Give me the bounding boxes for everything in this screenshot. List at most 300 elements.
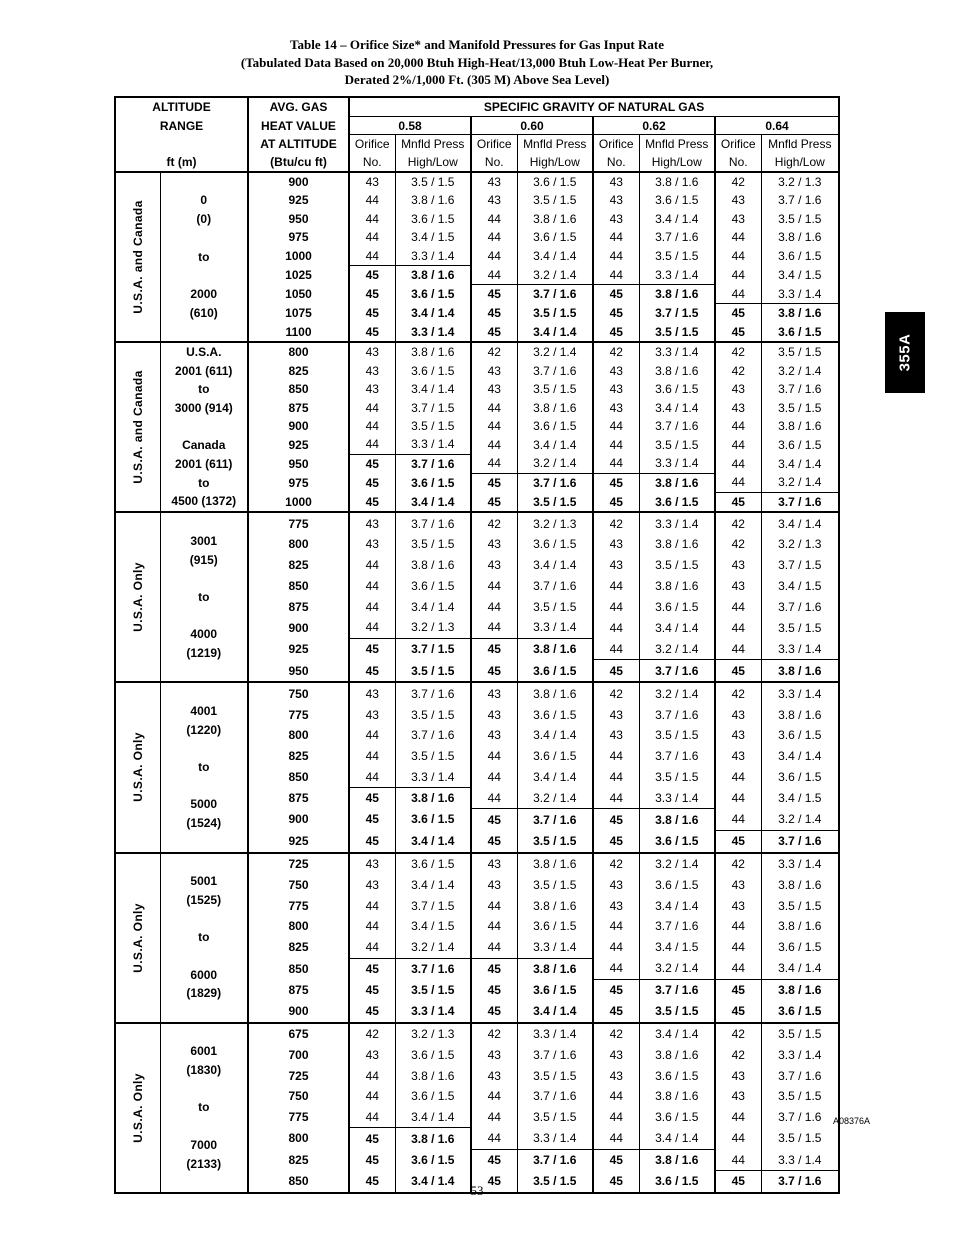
manifold-pressure-cell: 3.8 / 1.6 [395, 1128, 471, 1149]
manifold-pressure-cell: 3.7 / 1.6 [761, 830, 839, 852]
orifice-cell: 44 [349, 191, 395, 209]
table-row [115, 1023, 839, 1045]
manifold-pressure-cell: 3.8 / 1.6 [639, 473, 715, 492]
manifold-pressure-cell: 3.3 / 1.4 [778, 1152, 822, 1167]
manifold-pressure-cell: 3.5 / 1.5 [761, 1023, 839, 1045]
altitude-range-line [161, 947, 248, 966]
heat-value-cell: 825 [248, 361, 349, 379]
manifold-pressure-cell: 3.7 / 1.6 [517, 1045, 593, 1066]
altitude-range-line: U.S.A. [186, 344, 222, 359]
manifold-pressure-cell: 3.4 / 1.4 [639, 1023, 715, 1045]
orifice-cell: 42 [593, 512, 639, 534]
header-gravity-062: 0.62 [593, 116, 715, 135]
manifold-pressure-cell: 3.8 / 1.6 [517, 210, 593, 228]
orifice-cell: 44 [471, 210, 517, 228]
manifold-pressure-cell: 3.7 / 1.6 [639, 916, 715, 937]
model-side-tab [885, 312, 925, 393]
manifold-pressure-cell: 3.5 / 1.5 [639, 766, 715, 787]
manifold-pressure-cell: 3.7 / 1.6 [778, 599, 822, 614]
manifold-pressure-cell: 3.7 / 1.5 [395, 398, 471, 416]
manifold-pressure-cell: 3.8 / 1.6 [395, 1065, 471, 1086]
orifice-cell: 44 [593, 787, 639, 808]
orifice-cell: 45 [349, 473, 395, 492]
manifold-pressure-cell: 3.5 / 1.5 [639, 725, 715, 746]
region-label: U.S.A. Only [130, 902, 145, 973]
header-row-3 [115, 135, 839, 153]
heat-value-cell: 850 [248, 766, 349, 787]
manifold-pressure-cell: 3.4 / 1.4 [395, 1107, 471, 1128]
orifice-cell: 44 [349, 247, 395, 266]
manifold-pressure-cell: 3.6 / 1.5 [517, 172, 593, 191]
orifice-cell: 44 [349, 398, 395, 416]
manifold-pressure-cell: 3.5 / 1.5 [639, 322, 715, 342]
orifice-cell: 44 [715, 596, 761, 617]
heat-value-cell: 800 [248, 342, 349, 361]
heat-value-cell: 950 [248, 454, 349, 473]
heat-value-cell: 900 [248, 1001, 349, 1023]
header-altitude: ALTITUDE [115, 97, 248, 116]
manifold-pressure-cell: 3.3 / 1.4 [517, 937, 593, 958]
orifice-cell: 45 [471, 830, 517, 852]
manifold-pressure-cell: 3.5 / 1.5 [778, 898, 822, 913]
manifold-pressure-cell: 3.5 / 1.5 [395, 417, 471, 435]
manifold-pressure-cell: 3.8 / 1.6 [395, 342, 471, 361]
manifold-pressure-cell: 3.8 / 1.6 [639, 1045, 715, 1066]
manifold-pressure-cell: 3.3 / 1.4 [778, 641, 822, 656]
orifice-cell: 45 [349, 979, 395, 1000]
orifice-cell: 43 [349, 361, 395, 379]
orifice-cell: 43 [593, 555, 639, 576]
manifold-pressure-cell: 3.3 / 1.4 [395, 322, 471, 342]
manifold-pressure-cell: 3.6 / 1.5 [395, 210, 471, 228]
heat-value-cell: 925 [248, 638, 349, 659]
orifice-cell: 45 [471, 660, 517, 683]
orifice-cell: 45 [349, 266, 395, 285]
header-blank [115, 135, 248, 153]
orifice-cell: 42 [715, 172, 761, 191]
orifice-cell: 43 [715, 191, 761, 209]
heat-value-cell: 850 [248, 576, 349, 597]
orifice-cell: 44 [349, 916, 395, 937]
table-row [115, 172, 839, 191]
orifice-cell: 44 [593, 228, 639, 246]
region-label-cell [115, 342, 160, 512]
orifice-cell: 43 [349, 172, 395, 191]
manifold-pressure-cell: 3.6 / 1.5 [778, 728, 822, 743]
manifold-pressure-cell: 3.7 / 1.6 [778, 1110, 822, 1125]
manifold-pressure-cell: 3.6 / 1.5 [517, 417, 593, 435]
orifice-cell: 44 [471, 247, 517, 266]
manifold-pressure-cell: 3.4 / 1.4 [639, 895, 715, 916]
orifice-cell: 43 [715, 380, 761, 398]
altitude-range-line [161, 663, 248, 682]
header-orifice: Orifice [349, 135, 395, 153]
orifice-cell: 44 [349, 417, 395, 435]
orifice-cell: 43 [593, 874, 639, 895]
altitude-range-line: 5000 [190, 797, 218, 812]
orifice-cell: 44 [593, 1107, 639, 1128]
orifice-cell: 42 [471, 1023, 517, 1045]
altitude-range-line: to [198, 475, 210, 490]
manifold-pressure-cell: 3.8 / 1.6 [639, 172, 715, 191]
altitude-range-line: 5001 [190, 874, 218, 889]
orifice-cell: 45 [349, 809, 395, 830]
orifice-cell: 42 [593, 682, 639, 704]
manifold-pressure-cell: 3.3 / 1.4 [639, 454, 715, 473]
manifold-pressure-cell: 3.6 / 1.5 [778, 437, 822, 452]
altitude-range-line: 6000 [190, 967, 218, 982]
orifice-cell: 45 [349, 660, 395, 683]
manifold-pressure-cell: 3.5 / 1.5 [639, 435, 715, 454]
orifice-cell: 45 [349, 454, 395, 473]
manifold-pressure-cell: 3.7 / 1.5 [639, 303, 715, 322]
altitude-range-cell [160, 172, 248, 342]
manifold-pressure-cell: 3.6 / 1.5 [395, 361, 471, 379]
header-ft-m: ft (m) [115, 153, 248, 172]
manifold-pressure-cell: 3.7 / 1.6 [778, 1068, 822, 1083]
orifice-cell: 45 [715, 322, 761, 342]
orifice-cell: 43 [471, 725, 517, 746]
manifold-pressure-cell: 3.8 / 1.6 [639, 1086, 715, 1107]
manifold-pressure-cell: 3.4 / 1.5 [639, 937, 715, 958]
orifice-cell: 45 [715, 1001, 761, 1023]
orifice-cell: 44 [471, 1086, 517, 1107]
region-label: U.S.A. Only [130, 562, 145, 633]
orifice-cell: 43 [593, 398, 639, 416]
heat-value-cell: 1100 [248, 322, 349, 342]
heat-value-cell: 825 [248, 1149, 349, 1170]
orifice-cell: 45 [593, 284, 639, 303]
manifold-pressure-cell: 3.5 / 1.5 [517, 191, 593, 209]
header-at-altitude: AT ALTITUDE [248, 135, 349, 153]
altitude-range-line: to [198, 382, 210, 397]
altitude-range-cell [160, 342, 248, 512]
manifold-pressure-cell: 3.5 / 1.5 [517, 380, 593, 398]
manifold-pressure-cell: 3.4 / 1.4 [395, 830, 471, 852]
orifice-cell: 44 [471, 417, 517, 435]
manifold-pressure-cell: 3.2 / 1.4 [778, 363, 822, 378]
manifold-pressure-cell: 3.5 / 1.5 [778, 400, 822, 415]
orifice-cell: 43 [593, 704, 639, 725]
heat-value-cell: 1025 [248, 266, 349, 285]
region-label: U.S.A. Only [130, 1072, 145, 1143]
orifice-cell: 42 [715, 534, 761, 555]
header-mnfld: Mnfld Press [395, 135, 471, 153]
header-highlow: High/Low [639, 153, 715, 172]
title-line-2: (Tabulated Data Based on 20,000 Btuh High‑Heat/13,000 Btuh Low‑Heat Per Burner, [240, 54, 714, 70]
manifold-pressure-cell: 3.2 / 1.4 [517, 342, 593, 361]
orifice-cell: 44 [593, 916, 639, 937]
altitude-range-line: 0 [200, 193, 208, 208]
altitude-range-line: (0) [196, 212, 212, 227]
manifold-pressure-cell: 3.4 / 1.4 [395, 874, 471, 895]
manifold-pressure-cell: 3.4 / 1.5 [778, 267, 822, 282]
manifold-pressure-cell: 3.3 / 1.4 [639, 512, 715, 534]
orifice-cell: 44 [349, 1086, 395, 1107]
altitude-range-line: (1830) [186, 1063, 222, 1078]
orifice-cell: 44 [349, 937, 395, 958]
orifice-cell: 44 [715, 228, 761, 246]
manifold-pressure-cell: 3.4 / 1.4 [517, 555, 593, 576]
orifice-cell: 43 [349, 342, 395, 361]
manifold-pressure-cell: 3.4 / 1.4 [517, 725, 593, 746]
region-label-cell [115, 1023, 160, 1193]
table-row [115, 342, 839, 361]
orifice-cell: 45 [715, 1170, 761, 1192]
orifice-cell: 43 [715, 1065, 761, 1086]
orifice-cell: 44 [593, 1128, 639, 1149]
orifice-cell: 44 [471, 1128, 517, 1149]
manifold-pressure-cell: 3.6 / 1.5 [517, 534, 593, 555]
orifice-cell: 43 [471, 1065, 517, 1086]
manifold-pressure-cell: 3.7 / 1.6 [778, 193, 822, 208]
header-highlow: High/Low [395, 153, 471, 172]
manifold-pressure-cell: 3.6 / 1.5 [395, 1045, 471, 1066]
manifold-pressure-cell: 3.4 / 1.4 [517, 766, 593, 787]
manifold-pressure-cell: 3.5 / 1.5 [778, 620, 822, 635]
orifice-cell: 44 [593, 958, 639, 979]
altitude-range-line: 7000 [190, 1137, 218, 1152]
heat-value-cell: 875 [248, 787, 349, 808]
orifice-cell: 43 [471, 874, 517, 895]
manifold-pressure-cell: 3.8 / 1.6 [517, 853, 593, 875]
manifold-pressure-cell: 3.6 / 1.5 [517, 660, 593, 683]
heat-value-cell: 750 [248, 682, 349, 704]
manifold-pressure-cell: 3.6 / 1.5 [639, 830, 715, 852]
orifice-cell: 44 [471, 454, 517, 473]
orifice-cell: 44 [715, 247, 761, 266]
header-range: RANGE [115, 116, 248, 135]
manifold-pressure-cell: 3.7 / 1.6 [395, 958, 471, 979]
manifold-pressure-cell: 3.8 / 1.6 [778, 919, 822, 934]
manifold-pressure-cell: 3.6 / 1.5 [639, 1170, 715, 1192]
manifold-pressure-cell: 3.6 / 1.5 [639, 492, 715, 512]
manifold-pressure-cell: 3.6 / 1.5 [517, 228, 593, 246]
orifice-cell: 43 [471, 555, 517, 576]
header-row-4 [115, 153, 839, 172]
manifold-pressure-cell: 3.4 / 1.5 [778, 791, 822, 806]
orifice-cell: 44 [715, 766, 761, 787]
header-orifice: Orifice [593, 135, 639, 153]
manifold-pressure-cell: 3.3 / 1.4 [395, 1001, 471, 1023]
altitude-range-line [161, 1080, 248, 1099]
orifice-cell: 45 [593, 473, 639, 492]
region-label: U.S.A. Only [130, 732, 145, 803]
orifice-cell: 44 [715, 473, 761, 492]
manifold-pressure-cell: 3.8 / 1.6 [517, 895, 593, 916]
manifold-pressure-cell: 3.6 / 1.5 [639, 191, 715, 209]
heat-value-cell: 1075 [248, 303, 349, 322]
manifold-pressure-cell: 3.5 / 1.5 [395, 704, 471, 725]
altitude-range-line [161, 683, 248, 702]
manifold-pressure-cell: 3.7 / 1.5 [395, 895, 471, 916]
manifold-pressure-cell: 3.6 / 1.5 [395, 853, 471, 875]
heat-value-cell: 775 [248, 704, 349, 725]
orifice-cell: 44 [349, 596, 395, 617]
model-side-tab-label: 355A [896, 333, 914, 372]
manifold-pressure-cell: 3.3 / 1.4 [517, 617, 593, 638]
orifice-cell: 43 [715, 746, 761, 767]
figure-code: A08376A [832, 1116, 870, 1126]
heat-value-cell: 675 [248, 1023, 349, 1045]
altitude-range-line: (1829) [186, 986, 222, 1001]
altitude-range-line [161, 910, 248, 929]
manifold-pressure-cell: 3.2 / 1.4 [778, 812, 822, 827]
region-label: U.S.A. and Canada [130, 200, 145, 314]
table-row [115, 512, 839, 534]
header-btu: (Btu/cu ft) [248, 153, 349, 172]
header-avg-gas: AVG. GAS [248, 97, 349, 116]
manifold-pressure-cell: 3.8 / 1.6 [639, 534, 715, 555]
manifold-pressure-cell: 3.4 / 1.4 [778, 456, 822, 471]
header-orifice: Orifice [471, 135, 517, 153]
orifice-cell: 43 [349, 512, 395, 534]
manifold-pressure-cell: 3.4 / 1.5 [395, 916, 471, 937]
manifold-pressure-cell: 3.6 / 1.5 [778, 1004, 822, 1019]
heat-value-cell: 900 [248, 809, 349, 830]
orifice-cell: 44 [349, 210, 395, 228]
heat-value-cell: 725 [248, 1065, 349, 1086]
orifice-cell: 44 [715, 787, 761, 808]
heat-value-cell: 775 [248, 512, 349, 534]
header-no: No. [349, 153, 395, 172]
orifice-cell: 43 [349, 853, 395, 875]
manifold-pressure-cell: 3.8 / 1.6 [761, 660, 839, 683]
orifice-pressure-table [114, 96, 840, 1194]
orifice-cell: 44 [593, 435, 639, 454]
manifold-pressure-cell: 3.7 / 1.6 [639, 704, 715, 725]
heat-value-cell: 900 [248, 617, 349, 638]
orifice-cell: 45 [349, 1128, 395, 1149]
orifice-cell: 44 [593, 247, 639, 266]
orifice-cell: 43 [593, 380, 639, 398]
orifice-cell: 43 [593, 361, 639, 379]
manifold-pressure-cell: 3.7 / 1.6 [639, 660, 715, 683]
orifice-cell: 44 [349, 435, 395, 454]
manifold-pressure-cell: 3.7 / 1.6 [778, 382, 822, 397]
altitude-range-line: 4500 (1372) [171, 494, 237, 509]
orifice-cell: 42 [349, 1023, 395, 1045]
manifold-pressure-cell: 3.6 / 1.5 [517, 746, 593, 767]
altitude-range-line: 4000 [190, 627, 218, 642]
orifice-cell: 43 [715, 874, 761, 895]
orifice-cell: 43 [471, 191, 517, 209]
manifold-pressure-cell: 3.5 / 1.5 [517, 1107, 593, 1128]
orifice-cell: 44 [349, 228, 395, 246]
manifold-pressure-cell: 3.6 / 1.5 [639, 874, 715, 895]
table-row [115, 682, 839, 704]
manifold-pressure-cell: 3.2 / 1.4 [639, 682, 715, 704]
altitude-range-line: 4001 [190, 704, 218, 718]
heat-value-cell: 800 [248, 1128, 349, 1149]
orifice-cell: 43 [471, 361, 517, 379]
altitude-range-line: (1525) [186, 892, 222, 907]
manifold-pressure-cell: 3.3 / 1.4 [639, 266, 715, 285]
region-label-cell [115, 172, 160, 342]
manifold-pressure-cell: 3.5 / 1.5 [517, 596, 593, 617]
manifold-pressure-cell: 3.6 / 1.5 [778, 324, 822, 339]
orifice-cell: 45 [593, 830, 639, 852]
manifold-pressure-cell: 3.4 / 1.4 [395, 303, 471, 322]
orifice-cell: 45 [715, 492, 761, 512]
manifold-pressure-cell: 3.6 / 1.5 [639, 380, 715, 398]
manifold-pressure-cell: 3.3 / 1.4 [639, 787, 715, 808]
orifice-cell: 44 [471, 937, 517, 958]
altitude-range-line: (1524) [186, 816, 222, 831]
manifold-pressure-cell: 3.2 / 1.3 [761, 172, 839, 191]
manifold-pressure-cell: 3.5 / 1.5 [778, 1131, 822, 1146]
manifold-pressure-cell: 3.5 / 1.5 [778, 1089, 822, 1104]
orifice-cell: 44 [593, 766, 639, 787]
orifice-cell: 43 [593, 210, 639, 228]
orifice-cell: 44 [471, 617, 517, 638]
heat-value-cell: 800 [248, 916, 349, 937]
heat-value-cell: 700 [248, 1045, 349, 1066]
manifold-pressure-cell: 3.3 / 1.4 [778, 286, 822, 301]
heat-value-cell: 925 [248, 435, 349, 454]
orifice-cell: 45 [715, 979, 761, 1000]
orifice-cell: 45 [349, 830, 395, 852]
manifold-pressure-cell: 3.4 / 1.4 [778, 961, 822, 976]
manifold-pressure-cell: 3.5 / 1.5 [517, 1170, 593, 1192]
orifice-cell: 44 [593, 638, 639, 659]
manifold-pressure-cell: 3.5 / 1.5 [517, 874, 593, 895]
orifice-cell: 44 [593, 746, 639, 767]
orifice-cell: 45 [471, 979, 517, 1000]
orifice-cell: 45 [471, 303, 517, 322]
orifice-cell: 44 [471, 916, 517, 937]
manifold-pressure-cell: 3.3 / 1.4 [517, 1023, 593, 1045]
orifice-cell: 43 [471, 704, 517, 725]
manifold-pressure-cell: 3.8 / 1.6 [639, 576, 715, 597]
manifold-pressure-cell: 3.4 / 1.4 [517, 322, 593, 342]
orifice-cell: 44 [715, 638, 761, 659]
manifold-pressure-cell: 3.2 / 1.4 [517, 454, 593, 473]
orifice-cell: 44 [471, 787, 517, 808]
heat-value-cell: 825 [248, 937, 349, 958]
orifice-cell: 43 [593, 534, 639, 555]
manifold-pressure-cell: 3.7 / 1.6 [517, 1149, 593, 1170]
orifice-cell: 44 [471, 766, 517, 787]
orifice-cell: 44 [349, 746, 395, 767]
manifold-pressure-cell: 3.6 / 1.5 [395, 473, 471, 492]
title-line-1: Table 14 – Orifice Size* and Manifold Pressures for Gas Input Rate [290, 37, 664, 52]
manifold-pressure-cell: 3.7 / 1.6 [761, 492, 839, 512]
orifice-cell: 44 [715, 417, 761, 435]
altitude-range-line: to [198, 589, 210, 604]
orifice-cell: 44 [349, 1107, 395, 1128]
manifold-pressure-cell: 3.6 / 1.5 [395, 576, 471, 597]
manifold-pressure-cell: 3.7 / 1.6 [639, 979, 715, 1000]
page-number: 53 [470, 1183, 484, 1198]
region-label-cell [115, 682, 160, 852]
manifold-pressure-cell: 3.3 / 1.4 [778, 1047, 822, 1062]
orifice-cell: 45 [471, 638, 517, 659]
altitude-range-line: (1220) [186, 722, 222, 737]
orifice-cell: 43 [715, 895, 761, 916]
manifold-pressure-cell: 3.3 / 1.4 [761, 682, 839, 704]
orifice-cell: 45 [349, 638, 395, 659]
altitude-range-line [161, 229, 248, 248]
manifold-pressure-cell: 3.6 / 1.5 [778, 769, 822, 784]
manifold-pressure-cell: 3.5 / 1.5 [517, 303, 593, 322]
orifice-cell: 44 [715, 1128, 761, 1149]
manifold-pressure-cell: 3.4 / 1.4 [639, 210, 715, 228]
altitude-range-cell [160, 512, 248, 682]
manifold-pressure-cell: 3.8 / 1.6 [778, 877, 822, 892]
manifold-pressure-cell: 3.8 / 1.6 [778, 707, 822, 722]
manifold-pressure-cell: 3.7 / 1.6 [761, 1170, 839, 1192]
